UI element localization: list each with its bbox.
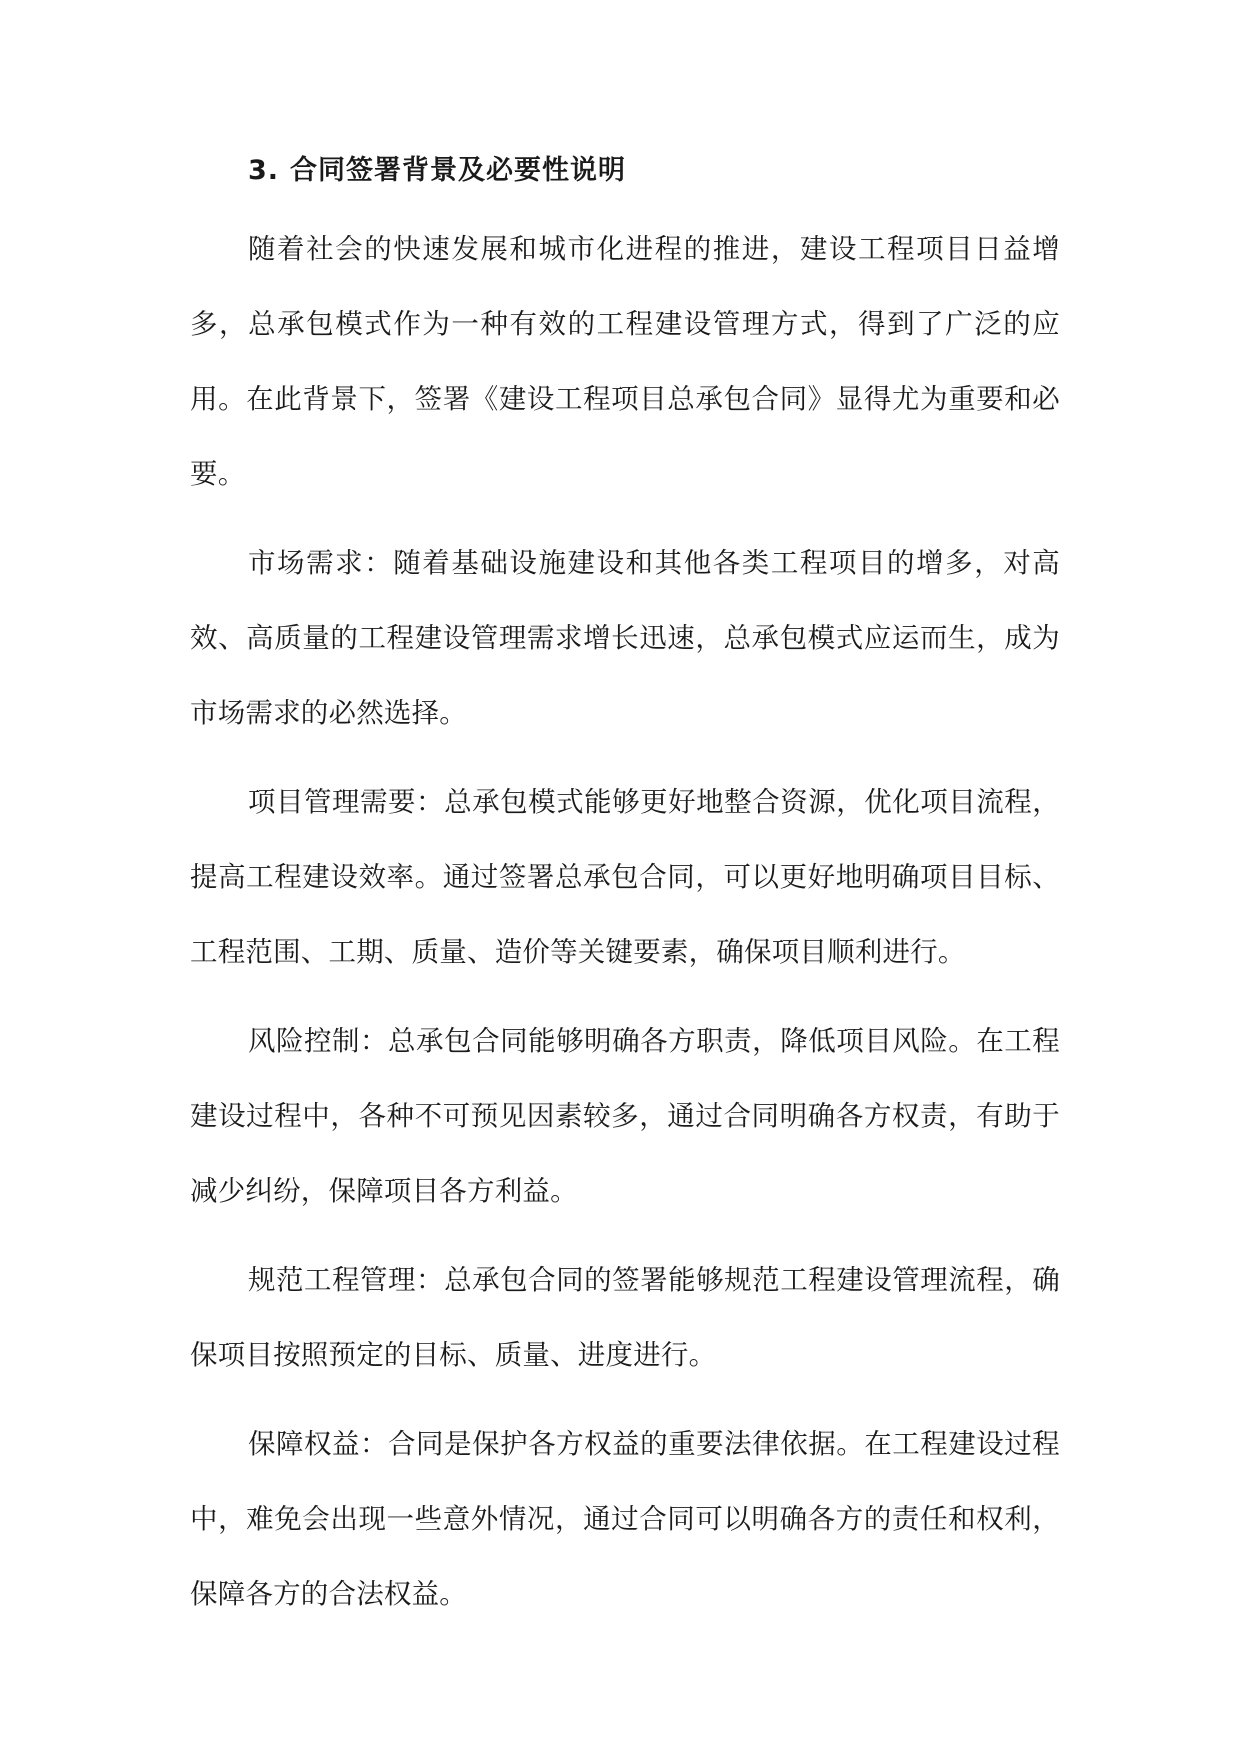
section-number: 3. xyxy=(248,155,280,186)
paragraph-standardize-management: 规范工程管理：总承包合同的签署能够规范工程建设管理流程，确保项目按照预定的目标、质量、进度进行。 xyxy=(190,1264,1060,1371)
section-title: 合同签署背景及必要性说明 xyxy=(290,155,626,186)
paragraph-risk-control: 风险控制：总承包合同能够明确各方职责，降低项目风险。在工程建设过程中，各种不可预见因素较多，通过合同明确各方权责，有助于减少纠纷，保障项目各方利益。 xyxy=(190,1025,1060,1207)
document-body xyxy=(190,142,1060,1632)
section-heading xyxy=(190,142,1060,200)
paragraph-background: 随着社会的快速发展和城市化进程的推进，建设工程项目日益增多，总承包模式作为一种有效的工程建设管理方式，得到了广泛的应用。在此背景下，签署《建设工程项目总承包合同》显得尤为重要和必要。 xyxy=(190,233,1060,490)
paragraph-market-demand: 市场需求：随着基础设施建设和其他各类工程项目的增多，对高效、高质量的工程建设管理需求增长迅速，总承包模式应运而生，成为市场需求的必然选择。 xyxy=(190,547,1060,729)
paragraph-protect-rights: 保障权益：合同是保护各方权益的重要法律依据。在工程建设过程中，难免会出现一些意外情况，通过合同可以明确各方的责任和权利，保障各方的合法权益。 xyxy=(190,1428,1060,1610)
paragraph-project-management: 项目管理需要：总承包模式能够更好地整合资源，优化项目流程，提高工程建设效率。通过签署总承包合同，可以更好地明确项目目标、工程范围、工期、质量、造价等关键要素，确保项目顺利进行。 xyxy=(190,786,1060,968)
